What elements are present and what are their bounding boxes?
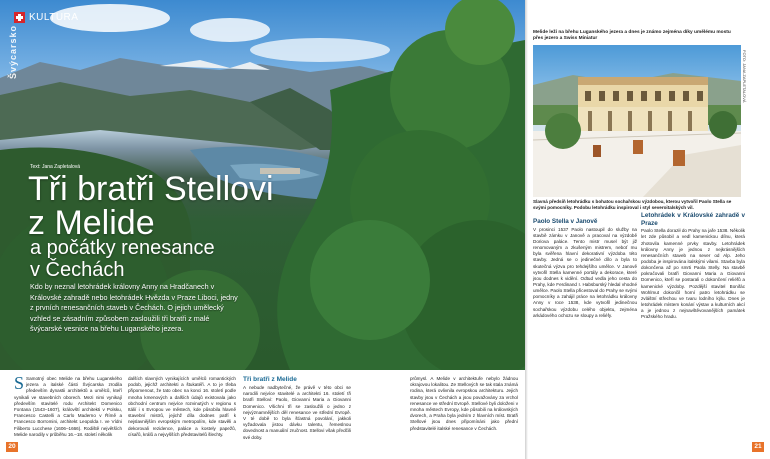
- subtitle-line-2: v Čechách: [30, 259, 125, 281]
- photo-caption-bottom: Slavná předsíň letohrádku s bohatou sochařskou výzdobou, kterou vytvořil Paolo Stella se svými pomocníky. Podobu letohrádku inspiroval i styl severoitalských vil.: [533, 199, 732, 210]
- right-heading-2: Letohrádek v Královské zahradě v Praze: [641, 212, 745, 227]
- villa-photo: [533, 45, 741, 197]
- text-column-3: Tři bratři z Melide A nebude nadbytečné, že právě v této obci se narodili nejvíce stavitelé a architekti 16. století tři bratři Stellovi: Paolo, Giovanni Maria a Giovanni Domenico. Všichni tři se zasloužili o jedno z nejvýznamnějších děl renesance ve střední Evropě. V té době to byla šťastná povolání, jakkoli vyžadovala jistou dávku talentu, řemeslnou dovednost a manuální zručnost. Stellovi však předčili své doby.: [243, 376, 351, 440]
- title-line-1: Tři bratři Stellovi: [28, 170, 274, 208]
- photo-caption-top: Melide leží na břehu Luganského jezera a dnes je známo zejména díky umělému mostu přes jezero a Swiss Miniatur: [533, 30, 731, 41]
- photo-credit: FOTO: JANA ZAPLETALOVÁ: [742, 50, 747, 103]
- column-heading: Tři bratři z Melide: [243, 376, 297, 383]
- text-column-1: S Samotný obec Melide na břehu Luganského jezera a italské části Švýcarska zrodila především dynastii architektů a umělců, kteří vynikali ve stavebních oborech. Mezi nimi vynikají především stavitelé rodu Architekt Domenico Fontana (1543–1607), královští architekti v Polsku, Francesco Castelli a Carlo Maderno v Římě a Francesco Borromini, architekt Leopolda I. ve Vídni Filiberto Lucchese (1606–1666). Rodiště největších Melide narodily v průběhu 16.–18. století několik: [14, 373, 122, 437]
- country-vertical-label: Švýcarsko: [8, 25, 18, 80]
- right-column-2: Letohrádek v Královské zahradě v Praze Paolo Stella doraził do Prahy na jaře 1538. Několik let zde působil a vedl kamenickou dílnu, která zhotovila kamenné prvky stavby. Letohrádek královny Anny je jednou z nejkrásnějších renesančních staveb na sever od Alp. Jeho podoba je inspirována italskými vilami. Stavba byla dokončena až po smrti Paola Stelly. Na stavbě pokračovali bratři Giovanni Maria a Giovanni Domenico, kteří se postarali o dokončení reliéfů a kamenické výzdoby. Pozdější stavitel Bonifác Wohlmut dokončil horní patro letohrádku se zvláštní střechou ve tvaru lodního kýlu. Dnes je letohrádek místem konání výstav a kulturních akcí a je jednou z nejnavštěvovanějších památek Pražského hradu.: [641, 212, 745, 320]
- right-column-1: Paolo Stella v Janově V prosinci 1537 Paolo nastoupil do služby na stavbě zámku v Janově a pracoval na výzdobě Doriova paláce. Tento mistr musel být již renomovaným a zkušeným mistrem, neboť mu byla svěřena hlavní dekorativní výzdoba této stavby. Jedná se o jedinečné dílo a byla to skutečná výzva pro tehdejšího umělce. V Janově vytvořil Stella kamenné portály a dekorace, které jsou dodnes k vidění. Odtud vedla jeho cesta do Prahy, kde Ferdinand I. Habsburský hledal vhodné umělce. Paolo Stella přicestoval do Prahy se svými pomocníky a zahájil práce na letohrádku královny Anny v roce 1538, kde vytvořil jedinečnou sochařskou výzdobu celého objektu, zejména arkádového ochozu se sloupy a reliéfy.: [533, 218, 637, 318]
- article-subtitle: [30, 237, 215, 281]
- lead-paragraph: Kdo by neznal letohrádek královny Anny na Hradčanech v Královské zahradě nebo letohrádek Hvězda v Praze Liboci, jedny z prvních renesančních staveb v Čechách. O jejich umělecký vzhled se zásadním způsobem zasloužili tři bratři z malé švýcarské vesnice na břehu Luganského jezera.: [30, 282, 238, 333]
- subtitle-line-1: a počátky renesance: [30, 237, 215, 259]
- page-number-left: 20: [6, 442, 18, 452]
- title-line-2: z Melide: [28, 204, 155, 242]
- villa-illustration: [533, 45, 741, 197]
- left-page-columns: [0, 370, 525, 459]
- swiss-cross-icon: [14, 12, 25, 23]
- page-number-right: 21: [752, 442, 764, 452]
- text-column-4: průmysl. A Melide v architektuře nebylo žádnou okrajovou lokalitou. Ze Stellových se tak stala známá rodina, která ovlivnila evropskou architekturu. Jejich stavby jsou v Čechách a jsou považovány za vrchol renesance ve střední Evropě. Stellové byli doloženi v mnoha městech Evropy, kde působili na královských dvorech, a Praha byla jedním z hlavních míst. Bratři Stellové jsou dnes připomínáni jako přední představitelé italské renesance v Čechách.: [410, 376, 518, 431]
- text-column-2: dalších slavných vynikajících umělců romantických podob, jejichž architekti a štukatéři. A to je třeba připomenout, že tato obec na konci 16. století podle mnoha kmenových a dalších údajů existovala jako obchodní centrum nejvíce rozvinutých v regionu s Itálií i s Evropou ve městech, kde působila hlavně stavební mistrů, jejichž díla dodnes patří k nejslavnějším evropským metropolím, kde stavěli a dekorovali rezidence, paláce a kostely papežů, císařů, králů a nejvyšších představitelů šlechty.: [128, 376, 236, 437]
- page-gutter: [525, 0, 528, 459]
- section-tag: [14, 12, 78, 23]
- article-title: [28, 172, 274, 240]
- author-credit: Text: Jana Zapletalová: [30, 164, 81, 170]
- right-heading-1: Paolo Stella v Janově: [533, 218, 598, 225]
- drop-cap: S: [14, 373, 25, 393]
- section-label: KULTURA: [29, 12, 79, 23]
